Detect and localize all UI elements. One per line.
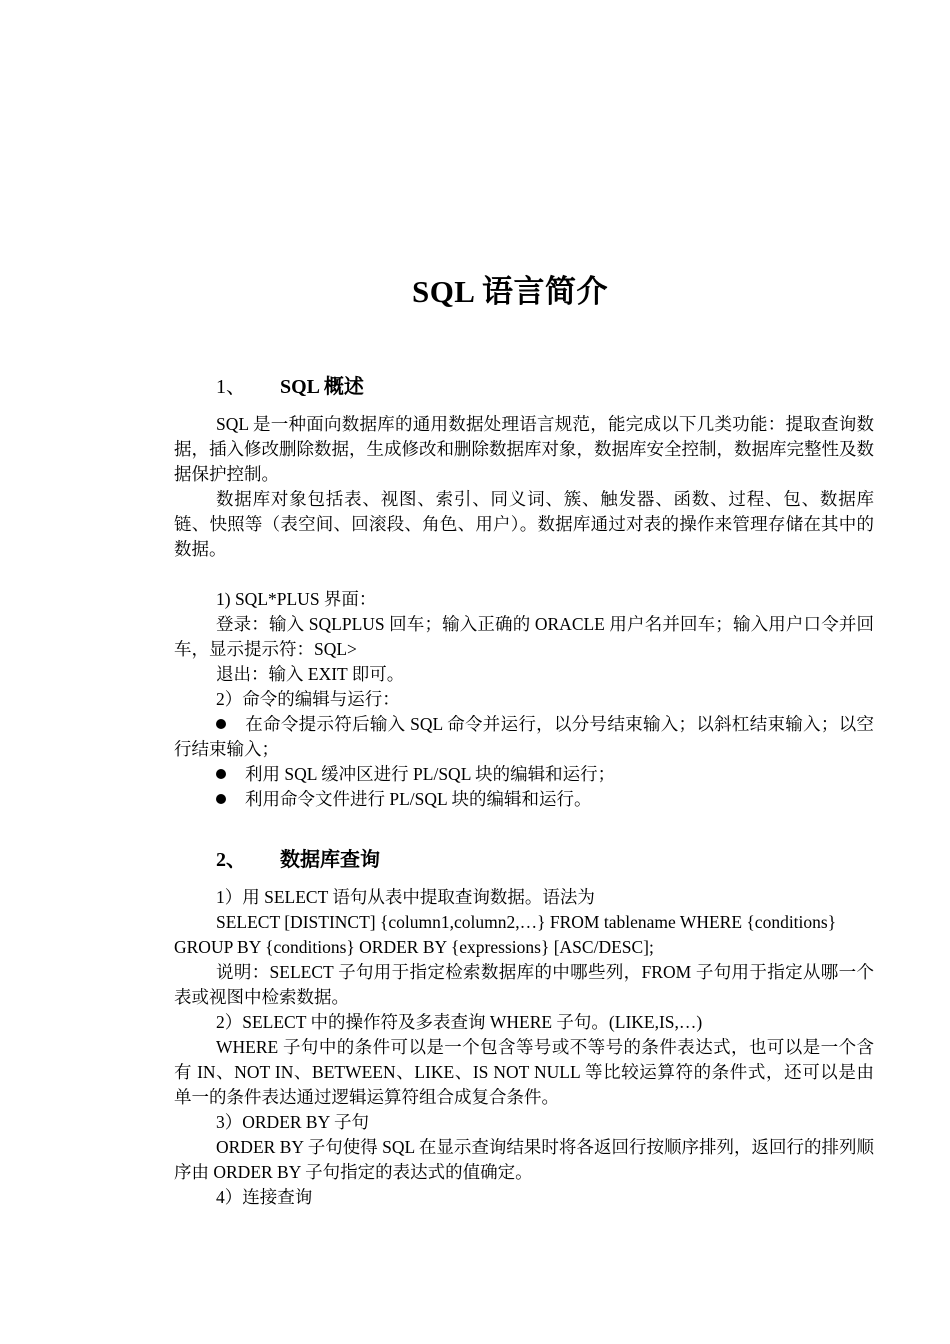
exit-instructions: 退出：输入 EXIT 即可。 [216, 664, 405, 684]
orderby-item: 3）ORDER BY 子句 [216, 1112, 369, 1132]
sqlplus-subtitle: 1) SQL*PLUS 界面： [216, 589, 377, 609]
section-2-number: 2、 [216, 849, 246, 871]
section-2-body [174, 885, 874, 1210]
where-description: WHERE 子句中的条件可以是一个包含等号或不等号的条件表达式，也可以是一个含有 IN、NOT IN、BETWEEN、LIKE、IS NOT NULL 等比较运算符的条件式，还可以是由单一的条件表达通过逻辑运算符组合成复合条件。 [174, 1037, 874, 1107]
where-item: 2）SELECT 中的操作符及多表查询 WHERE 子句。(LIKE,IS,…) [216, 1012, 703, 1032]
sqlplus-section [174, 587, 874, 812]
bullet-text: 在命令提示符后输入 SQL 命令并运行，以分号结束输入；以斜杠结束输入；以空行结束输入； [174, 714, 874, 759]
bullet-icon [216, 719, 226, 729]
login-instructions: 登录：输入 SQLPLUS 回车；输入正确的 ORACLE 用户名并回车；输入用户口令并回车，显示提示符：SQL> [174, 614, 874, 659]
section-2-heading [216, 845, 380, 875]
bullet-icon [216, 769, 226, 779]
bullet-text: 利用 SQL 缓冲区进行 PL/SQL 块的编辑和运行； [245, 764, 616, 784]
section-1-paragraph-1: SQL 是一种面向数据库的通用数据处理语言规范，能完成以下几类功能：提取查询数据，插入修改删除数据，生成修改和删除数据库对象，数据库安全控制，数据库完整性及数据保护控制。 [174, 414, 874, 484]
section-1-body [174, 412, 874, 562]
document-title: SQL 语言简介 [411, 274, 609, 309]
select-syntax: SELECT [DISTINCT] {column1,column2,…} FROM tablename WHERE {conditions} GROUP BY {conditions} ORDER BY {expressions} [ASC/DESC]; [174, 912, 837, 957]
section-1-title: SQL 概述 [280, 376, 364, 398]
edit-run-subtitle: 2）命令的编辑与运行： [216, 689, 400, 709]
section-1-number: 1、 [216, 376, 246, 398]
section-1-heading [216, 372, 364, 402]
orderby-description: ORDER BY 子句使得 SQL 在显示查询结果时将各返回行按顺序排列，返回行的排列顺序由 ORDER BY 子句指定的表达式的值确定。 [174, 1137, 874, 1182]
bullet-item [174, 762, 874, 787]
join-item: 4）连接查询 [216, 1187, 313, 1207]
select-item: 1）用 SELECT 语句从表中提取查询数据。语法为 [216, 887, 595, 907]
section-1-paragraph-2: 数据库对象包括表、视图、索引、同义词、簇、触发器、函数、过程、包、数据库链、快照等（表空间、回滚段、角色、用户）。数据库通过对表的操作来管理存储在其中的数据。 [174, 489, 874, 559]
select-note: 说明：SELECT 子句用于指定检索数据库的中哪些列，FROM 子句用于指定从哪一个表或视图中检索数据。 [174, 962, 874, 1007]
bullet-item [174, 787, 874, 812]
bullet-icon [216, 794, 226, 804]
section-2-title: 数据库查询 [280, 849, 380, 871]
bullet-item [174, 712, 874, 762]
bullet-text: 利用命令文件进行 PL/SQL 块的编辑和运行。 [245, 789, 592, 809]
